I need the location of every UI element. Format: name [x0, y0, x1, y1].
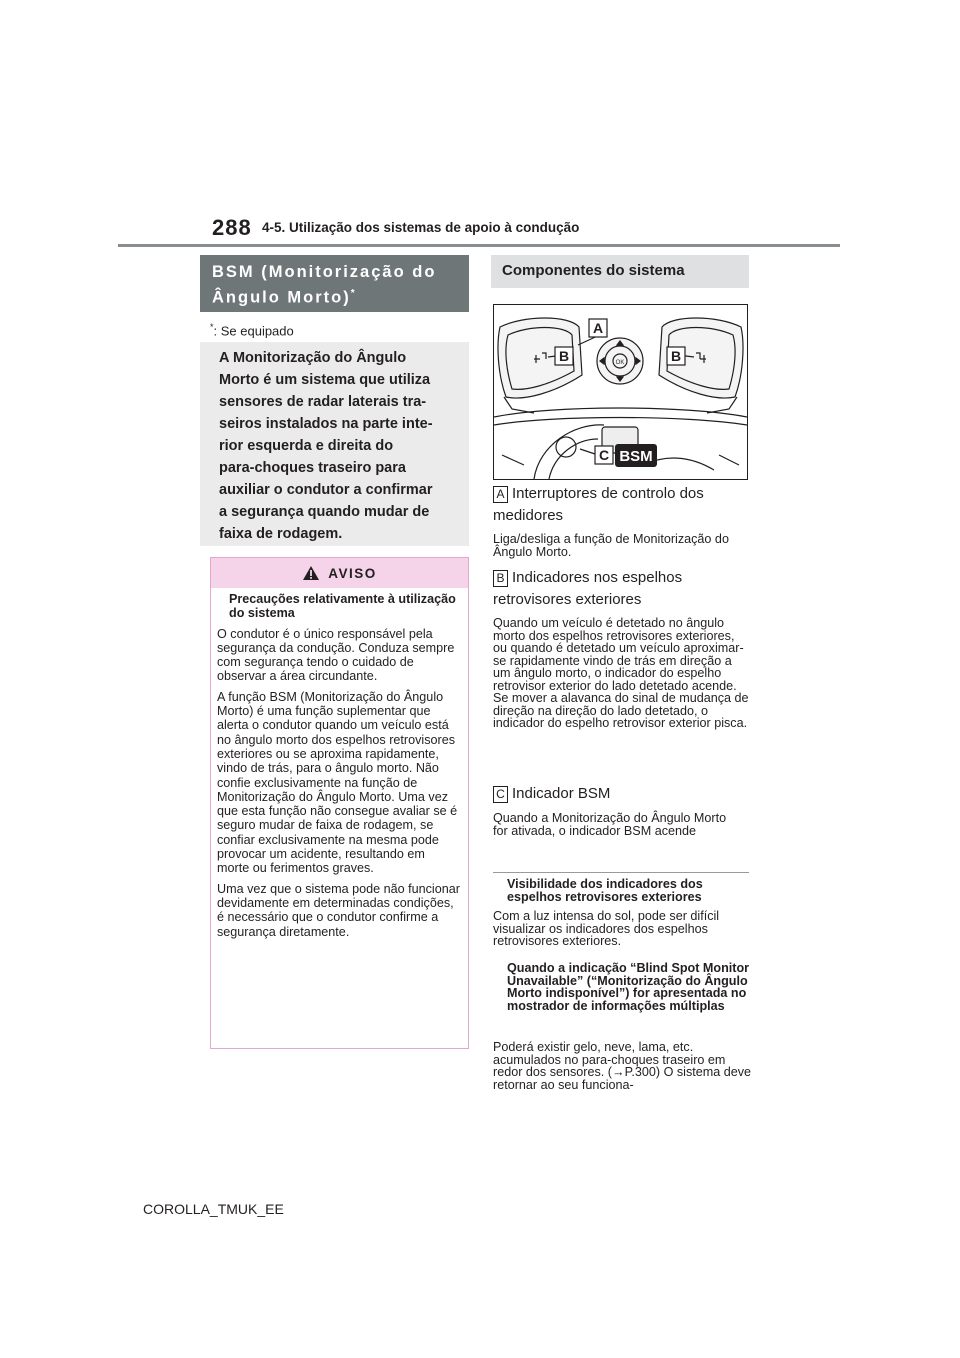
footnote-text: : Se equipado: [213, 323, 294, 339]
document-code: COROLLA_TMUK_EE: [143, 1201, 284, 1217]
warning-header: [211, 558, 468, 588]
bsm-indicator-label: BSM: [619, 448, 653, 465]
warning-paragraph: A função BSM (Monitorização do Ângulo Morto) é uma função suplementar que alerta o condutor quando um veículo está no ângulo morto dos espelhos retrovisores exteriores ou se aproxima rapidamente, vindo de trás, para o ângulo morto. Não confie exclusivamente na função de Monitorização do Ângulo Morto. Uma vez que esta função não consegue avaliar se é seguro mudar de faixa de rodagem, se confiar exclusivamente na mesma pode provocar um acidente, resultando em morte ou ferimentos graves.: [217, 689, 458, 876]
intro-line: rior esquerda e direita do: [219, 438, 394, 454]
figure-label-b-right: B: [670, 348, 682, 364]
item-a-title: [493, 483, 753, 527]
intro-line: seiros instalados na parte inte-: [219, 416, 433, 432]
bsm-heading: [200, 255, 469, 312]
item-b-paragraph: Se mover a alavanca do sinal de mudança de direção na direção do lado detetado, o indicador do espelho retrovisor exterior pisca.: [493, 691, 749, 730]
section-title: 4-5. Utilização dos sistemas de apoio à condução: [262, 220, 580, 235]
intro-line: para-choques traseiro para: [219, 460, 406, 476]
divider: [493, 872, 749, 873]
visibility-text: Com a luz intensa do sol, pode ser difícil visualizar os indicadores dos espelhos retrovisores exteriores.: [493, 909, 720, 948]
bsm-heading-line2: Ângulo Morto): [212, 288, 351, 307]
item-a-text: Interruptores de controlo dos medidores: [493, 485, 704, 524]
footnote: [210, 322, 294, 338]
unavailable-text: Poderá existir gelo, neve, lama, etc. acumulados no para-choques traseiro em redor dos sensores. (→P.300) O sistema deve retornar ao seu funciona-: [493, 1040, 752, 1092]
page-number: 288: [212, 215, 252, 240]
item-letter-c: C: [493, 786, 508, 803]
components-heading: Componentes do sistema: [491, 255, 749, 288]
item-a-description: Liga/desliga a função de Monitorização do Ângulo Morto.: [493, 532, 729, 559]
figure-label-a: A: [592, 320, 604, 336]
item-b-title: [493, 567, 753, 611]
intro-line: Morto é um sistema que utiliza: [219, 372, 431, 388]
warning-paragraph: Uma vez que o sistema pode não funcionar devidamente em determinadas condições, é necessário que o condutor confirme a segurança diretamente.: [217, 881, 460, 939]
intro-line: sensores de radar laterais tra-: [219, 394, 427, 410]
warning-box: [210, 557, 469, 1049]
cockpit-drawing: [494, 305, 747, 479]
warning-triangle-icon: [302, 565, 320, 581]
warning-subheading: Precauções relativamente à utilização do sistema: [229, 592, 456, 621]
intro-line: faixa de rodagem.: [219, 526, 343, 542]
item-letter-b: B: [493, 570, 508, 587]
warning-paragraph: O condutor é o único responsável pela segurança da condução. Conduza sempre com segurança tendo o cuidado de observar a área circundante.: [217, 626, 455, 684]
figure-label-c: C: [598, 447, 610, 463]
footnote-asterisk: *: [210, 322, 214, 332]
warning-body: [211, 588, 468, 939]
dashboard-illustration: [493, 304, 748, 480]
visibility-heading: Visibilidade dos indicadores dos espelhos retrovisores exteriores: [507, 877, 703, 904]
header-rule: [118, 244, 840, 247]
bsm-heading-line1: BSM (Monitorização do: [212, 263, 437, 281]
figure-label-b-left: B: [558, 348, 570, 364]
intro-line: a segurança quando mudar de: [219, 504, 430, 520]
item-c-text: Indicador BSM: [512, 785, 611, 802]
item-b-paragraph: Quando um veículo é detetado no ângulo morto dos espelhos retrovisores exteriores, ou quando é detetado um veículo aproximar-se rapidamente vindo de trás em direção a um ângulo morto, o indicador do espelho retrovisor exterior do lado detetado acende.: [493, 616, 744, 693]
item-letter-a: A: [493, 486, 508, 503]
footnote-marker: *: [350, 288, 355, 299]
item-c-description: Quando a Monitorização do Ângulo Morto for ativada, o indicador BSM acende: [493, 811, 727, 838]
ok-button-label: OK: [615, 360, 625, 366]
item-c-title: [493, 783, 753, 805]
intro-line: auxiliar o condutor a confirmar: [219, 482, 433, 498]
intro-line: A Monitorização do Ângulo: [219, 350, 407, 366]
warning-title: AVISO: [328, 565, 377, 581]
item-b-description: [493, 617, 751, 730]
unavailable-heading: Quando a indicação “Blind Spot Monitor Unavailable” (“Monitorização do Ângulo Morto indisponível”) for apresentada no mostrador de informações múltiplas: [507, 961, 750, 1013]
item-b-text: Indicadores nos espelhos retrovisores exteriores: [493, 569, 683, 608]
intro-box: [200, 342, 469, 546]
